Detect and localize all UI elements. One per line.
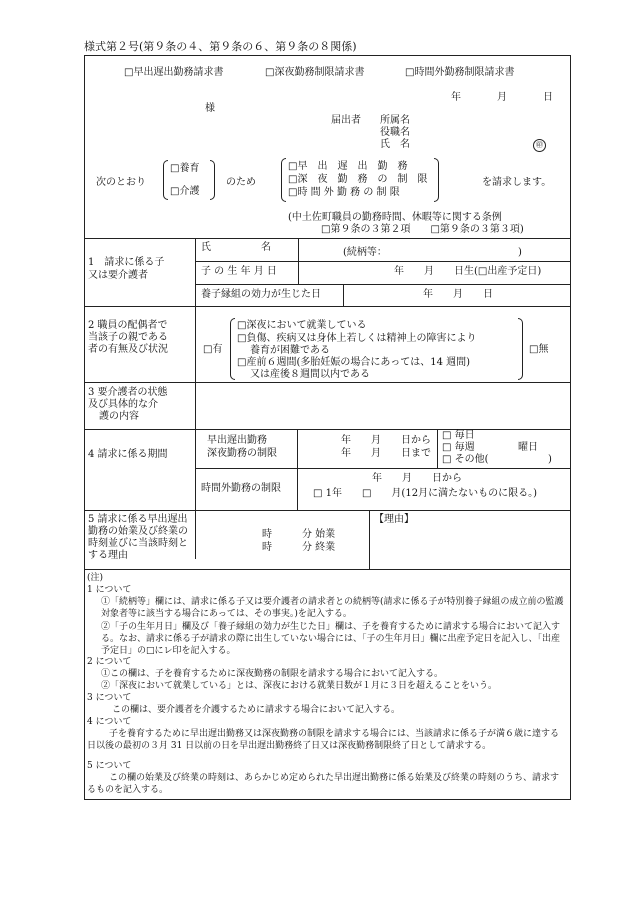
rule-birth: [195, 284, 571, 285]
purpose-brace-right: [210, 160, 215, 200]
request-for: のため: [226, 177, 256, 188]
rule-g: [84, 569, 571, 570]
adoption-value[interactable]: 年 月 日: [423, 289, 493, 300]
start-time[interactable]: 時 分 始業: [262, 529, 336, 540]
purpose-nursing[interactable]: □介護: [170, 186, 200, 197]
note4-a: 子を養育するために早出遅出勤務又は深夜勤務の制限を請求する場合には、当該請求に係る子が満６歳に達する日以後の最初の３月 31 日以前の日を早出遅出勤務終了日又は深夜勤務制限終了日として請求する。: [87, 729, 560, 751]
sec2-label-3: 者の有無及び状況: [88, 344, 168, 355]
sec5-label-4: する理由: [88, 550, 128, 561]
early-label-2: 深夜勤務の制限: [207, 448, 277, 459]
period-to[interactable]: 年 月 日まで: [341, 448, 431, 459]
spouse-item-2[interactable]: □負傷、疾病又は身体上若しくは精神上の障害により: [237, 333, 477, 344]
sec3-label-2: 及び具体的な介: [88, 399, 158, 410]
note1-a: ①「続柄等」欄には、請求に係る子又は要介護者の請求者との続柄等(請求に係る子が特別養子縁組の成立前の監護対象者等に該当する場合にあっては、その事実。)を記入する。: [101, 597, 564, 619]
rule-name: [195, 261, 571, 262]
note5-head: 5 について: [87, 761, 132, 771]
form-id: 様式第２号(第９条の４、第９条の６、第９条の８関係): [84, 40, 357, 53]
birth-label: 子 の 生 年 月 日: [201, 266, 277, 277]
position-label: 役職名: [380, 127, 410, 138]
date-month: 月: [497, 92, 507, 103]
freq-daily[interactable]: □ 毎日: [442, 430, 475, 441]
note1-b: ②「子の生年月日」欄及び「養子縁組の効力が生じた日」欄は、子を養育するために請求する場合において記入する。なお、請求に係る子が請求の際に出生していない場合には、「子の生年月日」欄に出産予定日を記入し、「出産予定日」の□にレ印を記入する。: [101, 622, 561, 656]
col-rule-sec4: [297, 429, 298, 510]
purpose-brace-left: [163, 160, 168, 200]
sec2-label-1: 2 職員の配偶者で: [88, 320, 168, 331]
note2-head: 2 について: [87, 657, 132, 667]
request-suffix: を請求します。: [482, 177, 552, 188]
sec1-label-1: 1 請求に係る子: [88, 257, 165, 268]
spouse-item-2b: 養育が困難である: [250, 345, 330, 356]
freq-weekday: 曜日: [518, 442, 538, 453]
spouse-item-3b: 又は産後８週間以内である: [250, 369, 370, 380]
care-content-field[interactable]: [196, 383, 570, 428]
relation-close: ): [518, 247, 522, 258]
overtime-label: 時間外勤務の制限: [201, 483, 281, 494]
spouse-yes[interactable]: □有: [203, 344, 223, 355]
note4-head: 4 について: [87, 717, 132, 727]
seal-mark: ㊞: [533, 139, 546, 152]
rule-f: [84, 510, 571, 511]
date-year: 年: [451, 92, 461, 103]
sec5-label-2: 勤務の始業及び終業の: [88, 526, 188, 537]
purpose-childcare[interactable]: □養育: [170, 163, 200, 174]
note3-head: 3 について: [87, 693, 132, 703]
rule-b: [84, 306, 571, 307]
affiliation-label: 所属名: [380, 115, 410, 126]
sec3-label-1: 3 要介護者の状態: [88, 387, 168, 398]
type-brace-right: [434, 158, 439, 202]
reason-label[interactable]: 【理由】: [374, 514, 414, 525]
col-rule-adoption: [343, 284, 344, 306]
applicant-label: 届出者: [331, 115, 361, 126]
name-row-label: 氏 名: [201, 242, 271, 253]
freq-weekly[interactable]: □ 毎週: [442, 442, 475, 453]
sec2-label-2: 当該子の親である: [88, 332, 168, 343]
note5-a: この欄の始業及び終業の時刻は、あらかじめ定められた早出遅出勤務に係る始業及び終業の時刻のうち、請求するものを記入する。: [87, 773, 560, 795]
notes-head: (注): [87, 573, 104, 583]
period-from[interactable]: 年 月 日から: [341, 435, 431, 446]
sec5-label-3: 時刻並びに当該時刻と: [88, 538, 188, 549]
freq-other-close: ): [548, 454, 552, 465]
col-rule-name: [298, 238, 299, 284]
note2-b: ②「深夜において就業している」とは、深夜における就業日数が１月に３日を超えることをいう。: [101, 681, 498, 691]
end-time[interactable]: 時 分 終業: [262, 542, 336, 553]
rule-a: [84, 238, 571, 239]
sec1-label-2: 又は要介護者: [88, 270, 148, 281]
ordinance-line1: (中土佐町職員の勤務時間、休暇等に関する条例: [288, 212, 502, 223]
type-brace-left: [281, 158, 286, 202]
sec3-label-3: 護の内容: [99, 411, 139, 422]
adoption-label: 養子縁組の効力が生じた日: [201, 289, 321, 300]
overtime-from[interactable]: 年 月 日から: [372, 473, 462, 484]
addressee: 様: [205, 103, 215, 114]
spouse-brace-left: [230, 318, 235, 380]
freq-other[interactable]: □ その他(: [442, 454, 489, 465]
title-late-night[interactable]: □深夜勤務制限請求書: [265, 67, 365, 78]
type-early-late[interactable]: □早 出 遅 出 勤 務: [288, 161, 408, 172]
spouse-brace-right: [518, 318, 523, 380]
col-rule-freq: [437, 429, 438, 468]
overtime-choice[interactable]: □ 1年 □ 月(12月に満たないものに限る。): [313, 488, 537, 499]
date-day: 日: [543, 92, 553, 103]
note3-a: この欄は、要介護者を介護するために請求する場合において記入する。: [112, 705, 401, 715]
relation-label[interactable]: (続柄等：: [343, 247, 387, 258]
sec4-label: 4 請求に係る期間: [88, 449, 168, 460]
rule-d: [84, 429, 571, 430]
title-overtime[interactable]: □時間外勤務制限請求書: [405, 67, 515, 78]
type-late-night[interactable]: □深 夜 勤 務 の 制 限: [288, 174, 428, 185]
note1-head: 1 について: [87, 585, 132, 595]
type-overtime[interactable]: □時 間 外 勤 務 の 制 限: [288, 187, 400, 198]
birth-value[interactable]: 年 月 日生(□出産予定日): [394, 266, 542, 277]
rule-e: [195, 468, 571, 469]
col-rule-reason: [369, 510, 370, 569]
request-prefix: 次のとおり: [96, 177, 146, 188]
early-label-1: 早出遅出勤務: [207, 435, 267, 446]
ordinance-line2[interactable]: □第９条の３第２項 □第９条の３第３項): [321, 224, 524, 235]
name-label: 氏 名: [380, 139, 410, 150]
sec5-label-1: 5 請求に係る早出遅出: [88, 514, 188, 525]
spouse-item-3[interactable]: □産前６週間(多胎妊娠の場合にあっては、14 週間): [237, 357, 471, 368]
title-early-late[interactable]: □早出遅出勤務請求書: [124, 67, 224, 78]
note2-a: ①この欄は、子を養育するために深夜勤務の制限を請求する場合において記入する。: [101, 669, 444, 679]
spouse-item-1[interactable]: □深夜において就業している: [237, 320, 367, 331]
spouse-no[interactable]: □無: [529, 344, 549, 355]
